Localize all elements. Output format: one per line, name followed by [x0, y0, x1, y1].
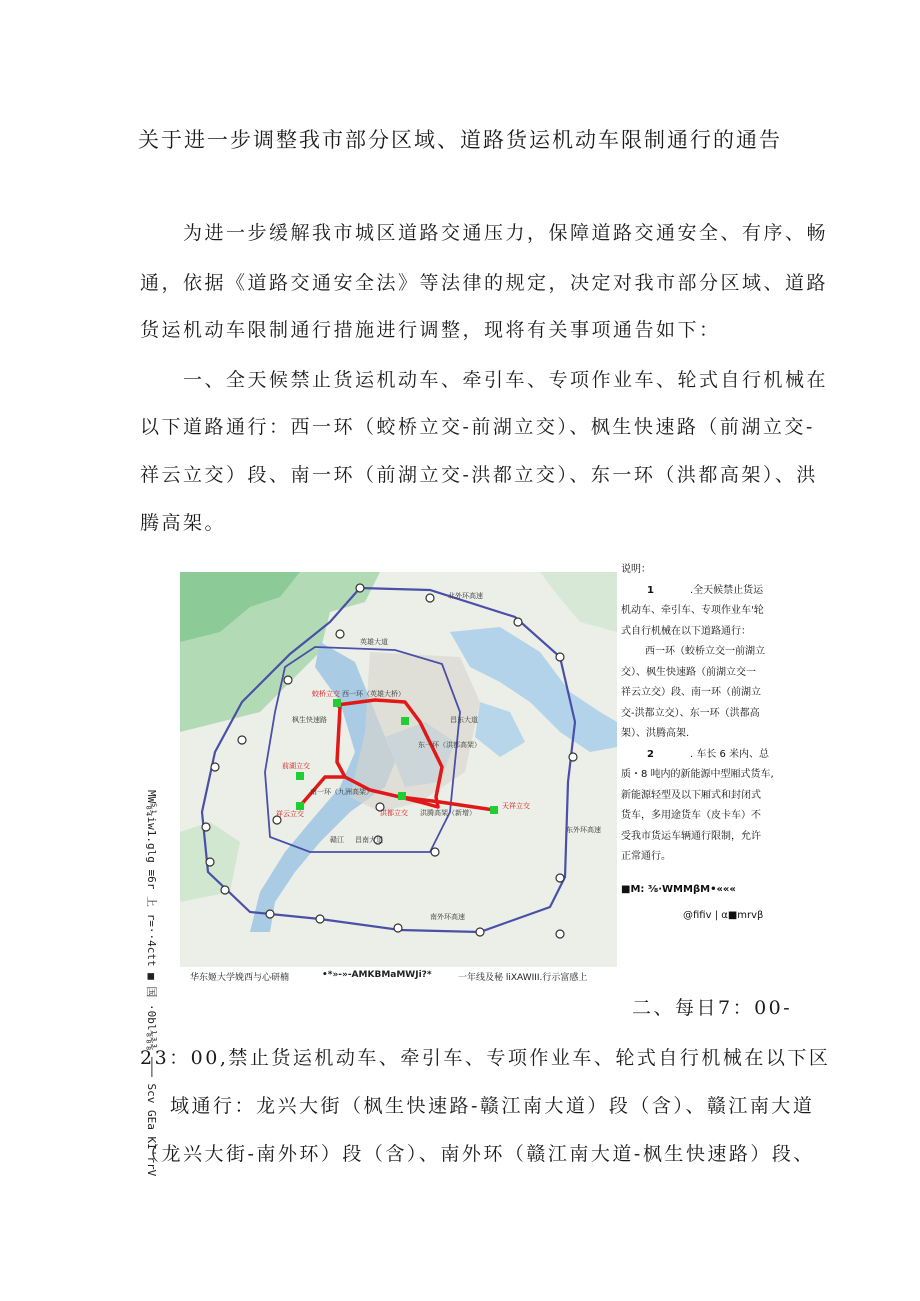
svg-text:洪都立交: 洪都立交	[380, 809, 408, 817]
legend-text: .全天候禁止货运	[689, 584, 764, 596]
paragraph-line: 域通行：龙兴大街（枫生快速路-赣江南大道）段（含）、赣江南大道	[170, 1095, 815, 1117]
legend-text: . 车长 6 米内、总	[689, 748, 770, 760]
legend-item-number: 1	[647, 584, 654, 596]
svg-text:北外环高速: 北外环高速	[448, 592, 483, 600]
paragraph-line: 腾高架。	[140, 512, 227, 534]
map-legend	[621, 560, 791, 927]
map-footer-middle: •*»-»-AMKBMaMWJi?*	[322, 970, 432, 980]
traffic-restriction-map	[180, 572, 617, 967]
paragraph-line: 祥云立交）段、南一环（前湖立交-洪都立交）、东一环（洪都高架）、洪	[140, 464, 818, 486]
paragraph-line: 为进一步缓解我市城区道路交通压力，保障道路交通安全、有序、畅	[183, 222, 829, 244]
legend-text: 交）、枫生快速路（前湖立交一	[621, 666, 756, 678]
svg-text:南一环（九洲高架）: 南一环（九洲高架）	[310, 788, 373, 796]
notice-title: 关于进一步调整我市部分区域、道路货运机动车限制通行的通告	[138, 128, 782, 152]
legend-text: 架）、洪腾高架.	[621, 728, 690, 739]
legend-text: 交-洪都立交）、东一环（洪都高	[621, 707, 760, 719]
paragraph-line: 通，依据《道路交通安全法》等法律的规定，决定对我市部分区域、道路	[140, 272, 829, 294]
svg-text:祥云立交: 祥云立交	[276, 810, 304, 818]
legend-text: 货车，多用途货车（皮卡车）不	[621, 810, 761, 821]
legend-text: 质・8 吨内的新能源中型厢式货车,	[621, 769, 774, 780]
legend-garbled-text: @fifiv | α■mrvβ	[683, 910, 764, 921]
svg-text:天祥立交: 天祥立交	[502, 802, 530, 810]
paragraph-line: 23：00,禁止货运机动车、牵引车、专项作业车、轮式自行机械在以下区	[140, 1047, 831, 1069]
legend-text: 祥云立交）段、南一环（前湖立	[621, 687, 761, 698]
svg-text:蛟桥立交: 蛟桥立交	[312, 690, 340, 698]
svg-text:洪腾高架（新增）: 洪腾高架（新增）	[420, 809, 476, 817]
svg-text:昌南大道: 昌南大道	[355, 836, 383, 844]
map-footer-right: 一年线及秘 liXAWIII.行示富感上	[458, 973, 588, 983]
paragraph-line: 货运机动车限制通行措施进行调整，现将有关事项通告如下：	[140, 319, 721, 341]
paragraph-line: 二、每日7：00-	[632, 997, 793, 1019]
rotated-side-text: MW⅝¼iw1.glg ≡6r 上 r=··4ctt ■ 国 ·0bl⅛⅜⅜ ─── Scv GEa KI'rrV	[145, 790, 158, 1177]
svg-text:英雄大道: 英雄大道	[360, 638, 388, 646]
legend-item-number: 2	[647, 748, 654, 760]
legend-heading: 说明：	[621, 564, 651, 575]
legend-text: 新能源轻型及以下厢式和封闭式	[621, 789, 761, 801]
legend-text: 西一环（蛟桥立交一前湖立	[645, 646, 765, 657]
svg-text:南外环高速: 南外环高速	[430, 913, 465, 921]
svg-text:前湖立交: 前湖立交	[282, 762, 310, 770]
svg-text:西一环（英雄大桥）: 西一环（英雄大桥）	[342, 690, 405, 698]
svg-text:赣江: 赣江	[330, 836, 344, 844]
legend-text: 正常通行。	[621, 851, 671, 862]
paragraph-line: （龙兴大街-南外环）段（含）、南外环（赣江南大道-枫生快速路）段、	[140, 1143, 815, 1165]
map-footer-left: 华东姬大学娩西与心研楠	[190, 973, 290, 983]
paragraph-line: 以下道路通行：西一环（蛟桥立交-前湖立交）、枫生快速路（前湖立交-	[140, 416, 815, 438]
svg-text:东一环（洪都高架）: 东一环（洪都高架）	[418, 741, 481, 749]
legend-text: 式自行机械在以下道路通行：	[621, 625, 751, 637]
legend-text: 机动车、牵引车、专项作业车'轮	[621, 605, 764, 616]
svg-text:枫生快速路: 枫生快速路	[292, 716, 327, 724]
svg-text:昌东大道: 昌东大道	[450, 716, 478, 724]
svg-text:东外环高速: 东外环高速	[566, 826, 601, 834]
paragraph-line: 一、全天候禁止货运机动车、牵引车、专项作业车、轮式自行机械在	[183, 369, 829, 391]
legend-garbled-text: ■M: ⅜·WMMβM•«««	[621, 883, 736, 895]
legend-text: 受我市货运车辆通行限制，允许	[621, 830, 761, 842]
